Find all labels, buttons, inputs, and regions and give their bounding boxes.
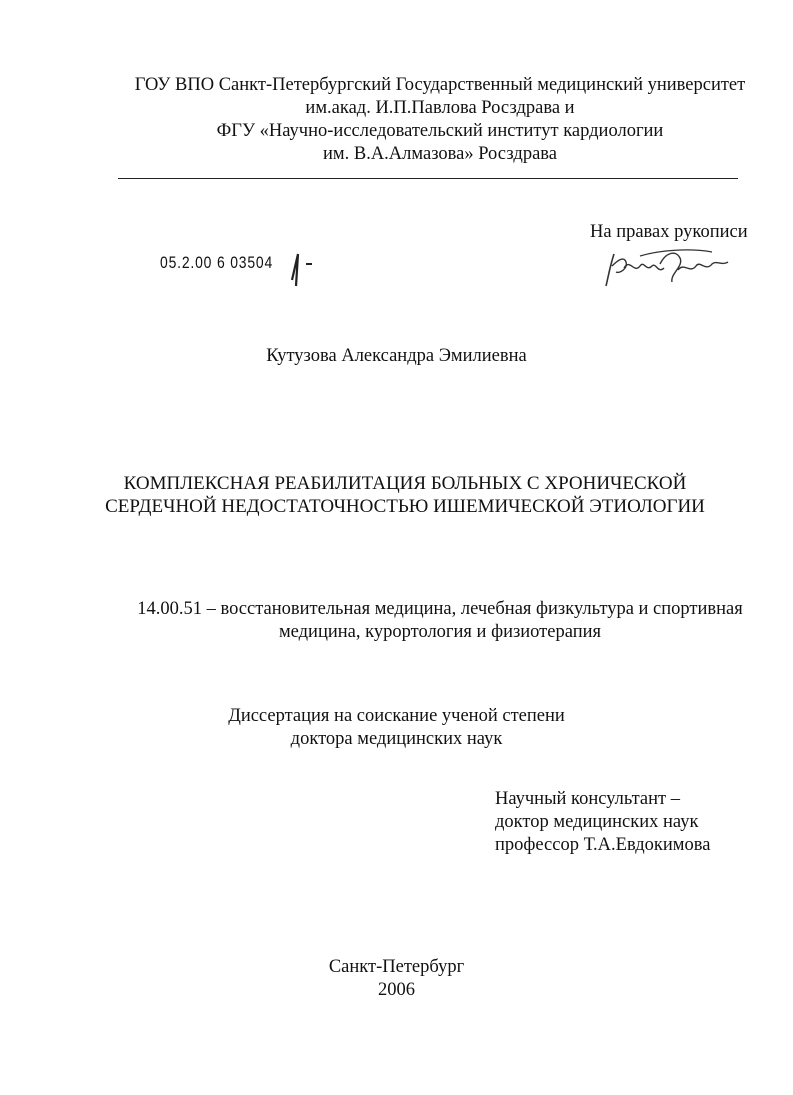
- manuscript-rights-label: На правах рукописи: [590, 222, 748, 242]
- degree-line: Диссертация на соискание ученой степени: [228, 706, 565, 726]
- scientific-consultant: [495, 788, 710, 857]
- registry-stamp-number: 05.2.00 6 03504: [160, 253, 274, 272]
- consultant-line: профессор Т.А.Евдокимова: [495, 835, 711, 855]
- header-divider: [118, 178, 738, 179]
- title-line: СЕРДЕЧНОЙ НЕДОСТАТОЧНОСТЬЮ ИШЕМИЧЕСКОЙ ЭТИОЛОГИИ: [105, 496, 705, 517]
- header-line: им. В.А.Алмазова» Росздрава: [323, 144, 557, 164]
- handwritten-signature: [600, 244, 740, 290]
- title-line: КОМПЛЕКСНАЯ РЕАБИЛИТАЦИЯ БОЛЬНЫХ С ХРОНИЧЕСКОЙ: [123, 473, 687, 494]
- specialty-code: [100, 598, 780, 644]
- institution-header: [100, 74, 780, 166]
- specialty-line: медицина, курортология и физиотерапия: [278, 622, 602, 642]
- city: Санкт-Петербург: [328, 957, 465, 977]
- author-name: Кутузова Александра Эмилиевна: [266, 346, 527, 366]
- degree-statement: [0, 705, 793, 751]
- year: 2006: [378, 980, 415, 1000]
- header-line: ГОУ ВПО Санкт-Петербургский Государственный медицинский университет: [134, 75, 746, 95]
- consultant-line: Научный консультант –: [495, 789, 680, 809]
- consultant-line: доктор медицинских наук: [495, 812, 699, 832]
- header-line: ФГУ «Научно-исследовательский институт кардиологии: [216, 121, 664, 141]
- stamp-mark: [284, 250, 314, 288]
- degree-line: доктора медицинских наук: [290, 729, 503, 749]
- specialty-line: 14.00.51 – восстановительная медицина, лечебная физкультура и спортивная: [137, 599, 743, 619]
- header-line: им.акад. И.П.Павлова Росздрава и: [305, 98, 575, 118]
- dissertation-title: [60, 472, 750, 518]
- place-and-year: [0, 956, 793, 1002]
